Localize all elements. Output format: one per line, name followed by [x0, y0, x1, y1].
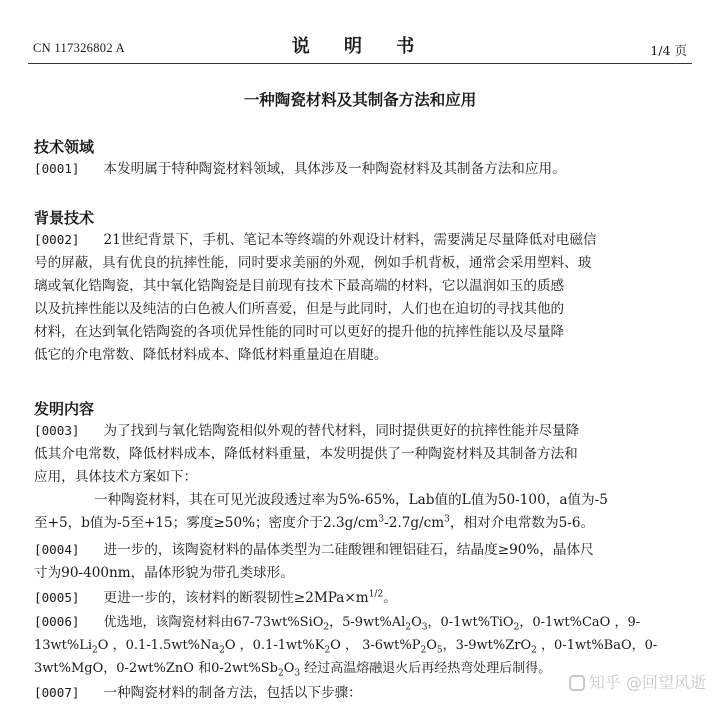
formula-text: ，0-1wt%BaO，0- — [536, 638, 658, 653]
paragraph-number: [0003] — [34, 423, 80, 438]
subscript: 2 — [405, 622, 412, 633]
text-line: 为了找到与氧化锆陶瓷相似外观的替代材料，同时提供更好的抗摔性能并尽量降 — [103, 423, 580, 439]
text-line: 寸为90-400nm，晶体形貌为带孔类球形。 — [34, 565, 294, 581]
paragraph-number: [0004] — [34, 542, 80, 557]
document-title: 一种陶瓷材料及其制备方法和应用 — [243, 91, 477, 109]
text-line: 以及抗摔性能以及纯洁的白色被人们所喜爱，但是与此同时，人们也在迫切的寻找其他的 — [34, 301, 565, 317]
text-line: 低它的介电常数、降低材料成本、降低材料重量迫在眉睫。 — [34, 347, 388, 363]
text-line: 号的屏蔽，具有优良的抗摔性能，同时要求美丽的外观，例如手机背板，通常会采用塑料、玻 — [34, 255, 592, 271]
page-number: 1/4 页 — [650, 43, 687, 58]
subscript: 2 — [277, 668, 284, 679]
formula-text: ，0-1wt%CaO ，9- — [519, 615, 641, 630]
formula-line — [34, 634, 674, 657]
formula-text: O — [411, 615, 422, 630]
paragraph-number: [0001] — [34, 161, 80, 176]
header-rule — [28, 63, 692, 64]
formula-text: ，0-1wt%TiO — [427, 615, 514, 630]
text-line: 进一步的，该陶瓷材料的晶体类型为二硅酸锂和锂铝硅石，结晶度≥90%，晶体尺 — [103, 542, 594, 558]
section-background: 背景技术 — [34, 209, 95, 227]
paragraph-text: 一种陶瓷材料的制备方法，包括以下步骤： — [103, 685, 362, 701]
subscript: 2 — [219, 645, 225, 656]
paragraph-number: [0006] — [34, 614, 80, 629]
subscript: 2 — [92, 645, 98, 656]
formula-text: 3wt%MgO，0-2wt%ZnO 和0-2wt%Sb — [34, 661, 278, 676]
text-line: 应用，具体技术方案如下： — [34, 469, 198, 485]
subscript: 3 — [294, 668, 301, 679]
subscript: 2 — [513, 622, 520, 633]
formula-text: 13wt%Li — [34, 638, 93, 653]
paragraph-number: [0002] — [34, 232, 80, 247]
paragraph-number: [0005] — [34, 590, 80, 605]
subscript: 5 — [436, 645, 443, 656]
section-field: 技术领域 — [34, 138, 95, 156]
paragraph-number: [0007] — [34, 685, 80, 700]
paragraph-0004 — [34, 538, 674, 585]
formula-line — [103, 615, 641, 633]
formula-text: ，5-9wt%Al — [329, 615, 406, 630]
text-line: 至+5，b值为-5至+15；雾度≥50%；密度介于$2.3g/cm^3-2.7g/cm^3$，相对介电常数为5-6。 — [34, 514, 595, 531]
formula-text: O ，0.1-1.5wt%Na — [97, 638, 220, 653]
text-line: 低其介电常数，降低材料成本，降低材料重量，本发明提供了一种陶瓷材料及其制备方法和 — [34, 446, 578, 462]
page-heading: 说 明 书 — [291, 36, 429, 57]
subscript: 3 — [421, 622, 428, 633]
formula-text: O — [426, 638, 437, 653]
text-line: 一种陶瓷材料，其在可见光波段透过率为5%-65%，Lab值的L值为50-100，a值为-5 — [94, 492, 608, 508]
formula-text: O — [283, 661, 295, 676]
watermark: 知乎 @回望风逝 — [569, 670, 706, 693]
paragraph-text: 本发明属于特种陶瓷材料领域，具体涉及一种陶瓷材料及其制备方法和应用。 — [103, 161, 566, 177]
subscript: 2 — [324, 645, 331, 656]
text-line: 璃或氧化锆陶瓷，其中氧化锆陶瓷是目前现有技术下最高端的材料，它以温润如玉的质感 — [34, 278, 565, 294]
formula-text: O ，0.1-1wt%K — [224, 638, 325, 653]
formula-text: 优选地，该陶瓷材料由67-73wt%SiO — [103, 615, 324, 630]
paragraph-0005: [0005] 更进一步的，该材料的断裂韧性$\ge 2MPa\times m^{1/2}$。 — [34, 589, 397, 606]
subscript: 2 — [420, 645, 427, 656]
zhihu-icon — [569, 675, 585, 691]
formula-text: O ， 3-6wt%P — [330, 638, 421, 653]
section-content: 发明内容 — [34, 400, 95, 418]
subscript: 2 — [323, 622, 330, 633]
paragraph-0002 — [34, 228, 674, 367]
paragraph-0001 — [34, 157, 674, 181]
publication-number: CN 117326802 A — [33, 41, 125, 55]
text-line: 材料，在达到氧化锆陶瓷的各项优异性能的同时可以更好的提升他的抗摔性能以及尽量降 — [34, 324, 565, 340]
paragraph-0003 — [34, 419, 674, 535]
formula-text: 经过高温熔融退火后再经热弯处理后制得。 — [300, 661, 552, 676]
formula-text: ，3-9wt%ZrO — [442, 638, 532, 653]
subscript: 2 — [531, 645, 537, 656]
text-line: 21世纪背景下，手机、笔记本等终端的外观设计材料，需要满足尽量降低对电磁信 — [103, 232, 597, 248]
